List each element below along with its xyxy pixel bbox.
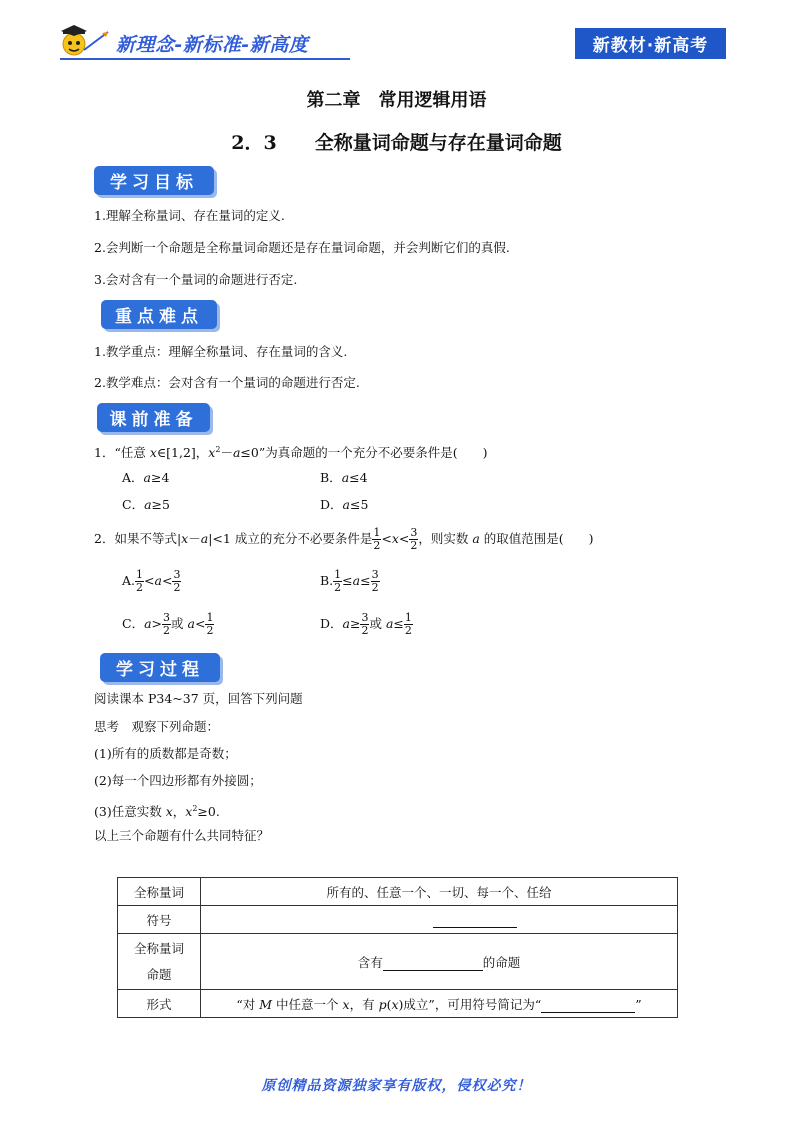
goal-item: 1.理解全称量词、存在量词的定义. (94, 208, 285, 223)
row-value: 含有 的命题 (201, 934, 678, 990)
q2-rel: < (381, 531, 392, 546)
q1-text: ≤0”为真命题的一个充分不必要条件是( ) (240, 445, 488, 461)
option-label: A． (122, 470, 144, 485)
q2-var: a (200, 531, 209, 546)
option-rel: ≥5 (151, 497, 170, 512)
q2-var: x (181, 531, 189, 546)
q1-text: “任意 (114, 445, 150, 461)
process-tag: 学习过程 (100, 653, 220, 682)
q1-number: 1． (94, 445, 115, 461)
q1-option-b (320, 469, 368, 487)
q1-option-c (122, 496, 170, 514)
option-label: C． (122, 497, 145, 512)
header-underline (60, 58, 350, 60)
question-1 (94, 441, 487, 462)
keypoint-item: 2.教学难点：会对含有一个量词的命题进行否定. (94, 375, 360, 390)
proposition-3: (3)任意实数 x，$x^2\ge 0$. (94, 804, 220, 820)
q2-var: x (391, 531, 399, 546)
q1-var: x (149, 445, 157, 461)
option-var: a (342, 497, 350, 512)
q2-option-a: A. $\frac{1}{2}$ <a< $\frac{3}{2}$ (122, 568, 181, 594)
q2-text: 的取值范围是( ) (479, 531, 594, 546)
row-label: 全称量词 命题 (118, 934, 201, 990)
q1-option-d (320, 496, 368, 514)
universal-quantifier-table (117, 877, 678, 1018)
proposition-1: (1)所有的质数都是奇数； (94, 746, 237, 761)
prep-tag: 课前准备 (97, 403, 210, 432)
row-label: 符号 (118, 906, 201, 934)
keypoints-tag: 重点难点 (101, 300, 217, 329)
goal-item: 2.会判断一个命题是全称量词命题还是存在量词命题，并会判断它们的真假. (94, 240, 510, 255)
q2-option-b: B. $\frac{1}{2}$ ≤a≤ $\frac{3}{2}$ (320, 568, 379, 594)
row-label: 全称量词 (118, 878, 201, 906)
q2-option-d: D．a≥ $\frac{3}{2}$ 或 a≤ $\frac{1}{2}$ (320, 611, 412, 637)
logo-mascot-icon (56, 22, 112, 62)
copyright-footer: 原创精品资源独家享有版权，侵权必究！ (261, 1078, 532, 1094)
row-value: 所有的、任意一个、一切、每一个、任给 (201, 878, 678, 906)
keypoint-item: 1.教学重点：理解全称量词、存在量词的含义. (94, 344, 348, 359)
option-rel: ≤4 (349, 470, 368, 485)
fill-blank[interactable] (433, 911, 517, 928)
option-var: a (143, 470, 151, 485)
proposition-2: (2)每一个四边形都有外接圆； (94, 773, 262, 788)
goals-tag: 学习目标 (94, 166, 214, 195)
option-var: a (144, 497, 152, 512)
option-label: B． (320, 470, 342, 485)
q2-option-c: C．a> $\frac{3}{2}$ 或 a< $\frac{1}{2}$ (122, 611, 214, 637)
q2-text: 如果不等式| (114, 531, 182, 546)
think-prompt: 思考 观察下列命题： (94, 719, 220, 734)
option-label: D． (320, 497, 343, 512)
header-badge: 新教材·新高考 (575, 28, 726, 59)
option-rel: ≤5 (349, 497, 369, 512)
section-title: 2．3 全称量词命题与存在量词命题 (231, 132, 562, 154)
q1-text: － (220, 445, 233, 461)
q1-var: x (208, 445, 216, 461)
question-2 (94, 524, 594, 554)
q2-rel: < (398, 531, 410, 546)
q2-text: － (188, 531, 201, 546)
option-var: a (341, 470, 350, 485)
q2-text: |<1 成立的充分不必要条件是 (208, 531, 373, 546)
header-slogan: 新理念-新标准-新高度 (116, 34, 309, 56)
q1-sup: 2 (215, 445, 221, 454)
fill-blank[interactable] (541, 998, 635, 1013)
symbol-blank-cell (201, 906, 678, 934)
chapter-title: 第二章 常用逻辑用语 (306, 90, 487, 111)
q1-var: a (232, 445, 241, 461)
fill-blank[interactable] (383, 956, 483, 971)
fraction: $\frac{3}{2}$ (410, 526, 418, 552)
common-feature-question: 以上三个命题有什么共同特征？ (94, 828, 270, 843)
row-value: “对 M 中任意一个 x，有 p(x)成立”，可用符号简记为“ ” (201, 990, 678, 1018)
reading-instruction: 阅读课本 P34~37 页，回答下列问题 (94, 691, 303, 706)
option-rel: ≥4 (150, 470, 170, 485)
row-label: 形式 (118, 990, 201, 1018)
q2-number: 2． (94, 531, 115, 546)
fraction: $\frac{1}{2}$ (373, 526, 381, 552)
q1-option-a (122, 469, 169, 487)
q2-var: a (472, 531, 480, 546)
q2-text: ，则实数 (418, 531, 473, 546)
goal-item: 3.会对含有一个量词的命题进行否定. (94, 272, 298, 287)
q1-text: ∈[1,2]， (156, 445, 209, 461)
